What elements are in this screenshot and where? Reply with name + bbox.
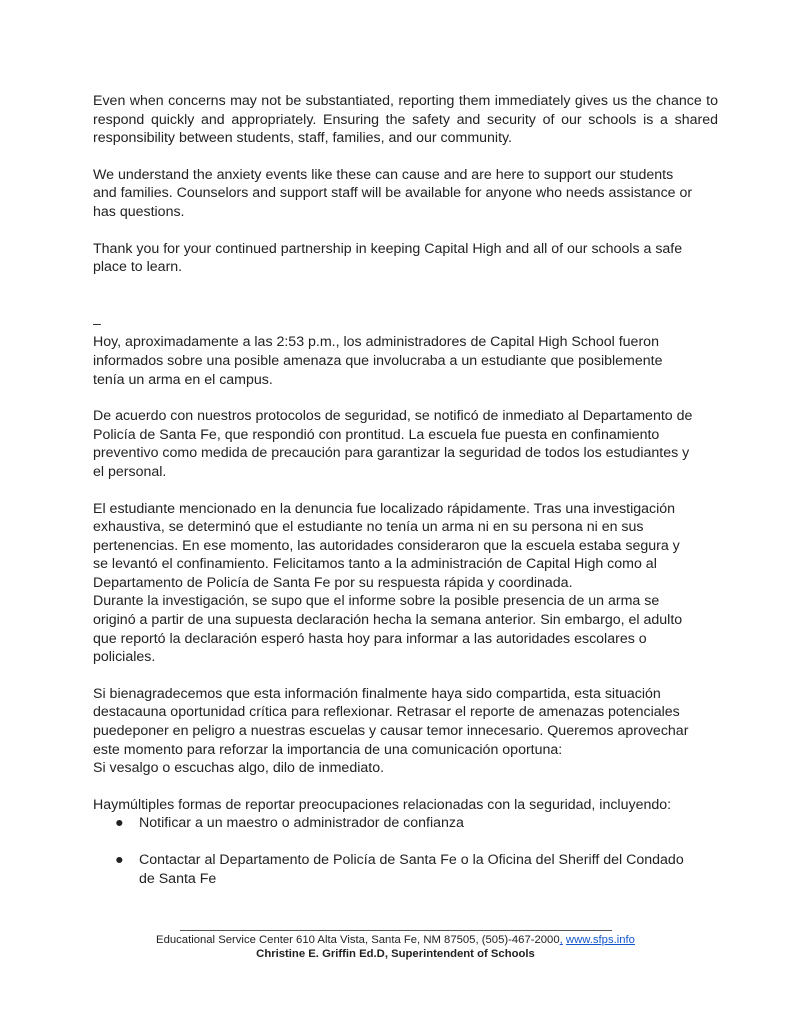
list-item: [93, 814, 718, 833]
footer-link-separator: ,: [559, 934, 563, 946]
language-separator: –: [93, 315, 101, 332]
footer-superintendent: Christine E. Griffin Ed.D, Superintendent of Schools: [256, 948, 535, 960]
paragraph-intro-es: Hoy, aproximadamente a las 2:53 p.m., los administradores de Capital High School fueron informados sobre una posible amenaza que involucraba a un estudiante que posiblemente tenía un arma en el campus.: [93, 334, 663, 388]
footer-address-line: [0, 933, 791, 947]
bullet-icon: ●: [115, 852, 124, 868]
paragraph-protocol-es: De acuerdo con nuestros protocolos de seguridad, se notificó de inmediato al Departamento de Policía de Santa Fe, que respondió con prontitud. La escuela fue puesta en confinamiento preventivo como medida de precaución para garantizar la seguridad de todos los estudiantes y el personal.: [93, 408, 693, 480]
footer-address: Educational Service Center 610 Alta Vista, Santa Fe, NM 87505, (505)-467-2000: [156, 934, 560, 946]
paragraph-support: We understand the anxiety events like these can cause and are here to support our students and families. Counselors and support staff will be available for anyone who needs assistance or has questions.: [93, 166, 693, 220]
reporting-list: [93, 814, 718, 888]
list-item-text: Contactar al Departamento de Policía de Santa Fe o la Oficina del Sheriff del Condado de Santa Fe: [139, 852, 684, 887]
footer-divider: [180, 930, 612, 931]
list-item-text: Notificar a un maestro o administrador de confianza: [139, 815, 464, 832]
website-link[interactable]: www.sfps.info: [565, 934, 635, 946]
paragraph-student-es: El estudiante mencionado en la denuncia fue localizado rápidamente. Tras una investigación exhaustiva, se determinó que el estudiante no tenía un arma ni en su persona ni en sus pertenencias. En ese momento, las autoridades consideraron que la escuela estaba segura y se levantó el confinamiento. Felicitamos tanto a la administración de Capital High como al Departamento de Policía de Santa Fe por su respuesta rápida y coordinada. Durante la investigación, se supo que el informe sobre la posible presencia de un arma se originó a partir de una supuesta declaración hecha la semana anterior. Sin embargo, el adulto que reportó la declaración esperó hasta hoy para informar a las autoridades escolares o policiales.: [93, 500, 683, 666]
paragraph-thanks: Thank you for your continued partnership in keeping Capital High and all of our schools a safe place to learn.: [93, 240, 683, 276]
paragraph-grateful-es: Si bienagradecemos que esta información finalmente haya sido compartida, esta situación destacauna oportunidad crítica para reflexionar. Retrasar el reporte de amenazas potenciales puedeponer en peligro a nuestras escuelas y causar temor innecesario. Queremos aprovechar este momento para reforzar la importancia de una comunicación oportuna: Si vesalgo o escuchas algo, dilo de inmediato.: [93, 685, 689, 777]
page-footer: [0, 930, 791, 961]
paragraph-concerns: Even when concerns may not be substantiated, reporting them immediately gives us the chance to respond quickly and appropriately. Ensuring the safety and security of our schools is a shared responsibility between students, staff, families, and our community.: [93, 93, 718, 147]
bullet-icon: ●: [115, 815, 124, 832]
letter-body: [93, 92, 718, 888]
list-item: [93, 851, 718, 888]
paragraph-ways-es: Haymúltiples formas de reportar preocupaciones relacionadas con la seguridad, incluyendo:: [93, 796, 672, 813]
